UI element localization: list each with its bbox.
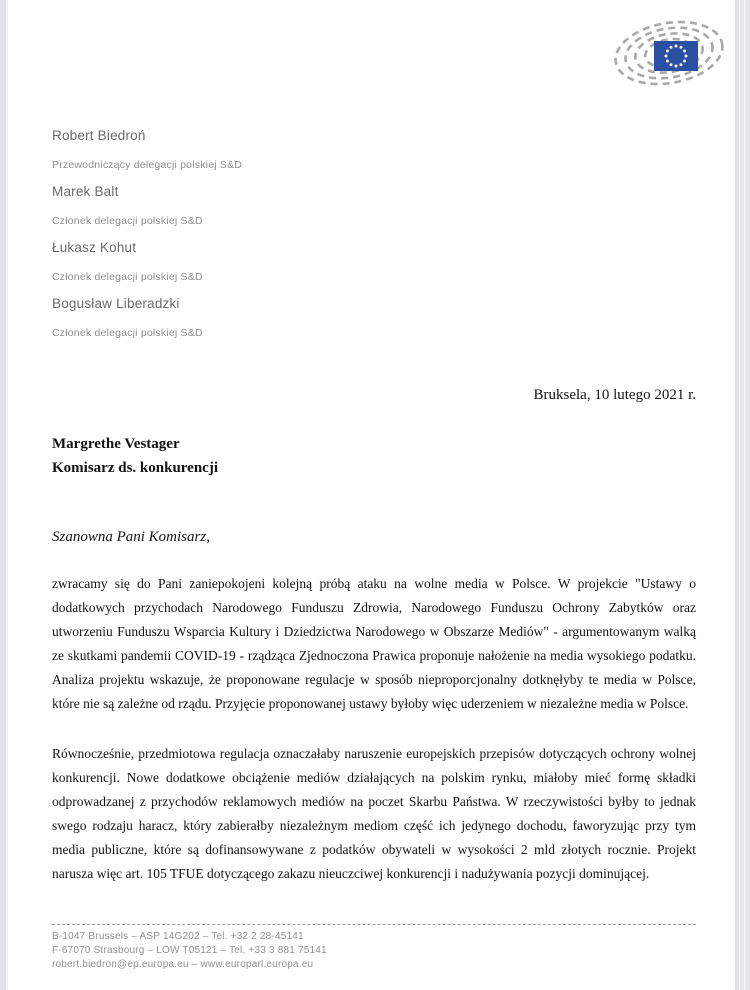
signatory-name: Łukasz Kohut [52,240,137,255]
signatory-title: Przewodniczący delegacji polskiej S&D [52,159,243,171]
signatory-block [52,296,696,340]
signatory-name: Bogusław Liberadzki [52,296,180,311]
signatory-block [52,240,696,284]
recipient-name: Margrethe Vestager [52,436,180,452]
signatory-title: Członek delegacji polskiej S&D [52,215,203,227]
recipient-title: Komisarz ds. konkurencji [52,460,218,476]
signatory-block [52,184,696,228]
signatory-title: Członek delegacji polskiej S&D [52,327,203,339]
letter-footer [52,924,696,972]
signatory-block [52,128,696,172]
recipient-block [52,432,696,480]
signatories-list [52,128,696,340]
salutation: Szanowna Pani Komisarz, [52,529,210,545]
signatory-name: Robert Biedroń [52,128,146,143]
footer-address-brussels: B-1047 Brussels – ASP 14G202 – Tel. +32 2 28-45141 [52,931,304,942]
page-edge-right [735,0,750,990]
footer-email-web: robert.biedron@ep.europa.eu – www.europarl.europa.eu [52,959,314,970]
dateline: Bruksela, 10 lutego 2021 r. [533,387,696,403]
body-paragraph-1: zwracamy się do Pani zaniepokojeni kolejną próbą ataku na wolne media w Polsce. W projekcie "Ustawy o dodatkowych przychodach Narodowego Funduszu Zdrowia, Narodowego Funduszu Ochrony Zabytków oraz utworzeniu Funduszu Wsparcia Kultury i Dziedzictwa Narodowego w Obszarze Mediów" - argumentowanym walką ze skutkami pandemii COVID-19 - rządząca Zjednoczona Prawica proponuje nałożenie na media wysokiego podatku. Analiza projektu wskazuje, że proponowane regulacje w sposób nieproporcjonalny dotknęłyby te media w Polsce, które nie są zależne od rządu. Przyjęcie proponowanej ustawy byłoby więc uderzeniem w niezależne media w Polsce. [52,576,696,711]
letter-page [8,0,735,972]
footer-address-strasbourg: F-67070 Strasbourg – LOW T05121 – Tel. +33 3 881 75141 [52,945,327,956]
page-edge-left [0,0,8,990]
signatory-name: Marek Balt [52,184,119,199]
signatory-title: Członek delegacji polskiej S&D [52,271,203,283]
body-paragraph-2: Równocześnie, przedmiotowa regulacja oznaczałaby naruszenie europejskich przepisów dotyczących ochrony wolnej konkurencji. Nowe dodatkowe obciążenie mediów działających na polskim rynku, miałoby mieć formę składki odprowadzanej z przychodów reklamowych mediów na poczet Skarbu Państwa. W rzeczywistości byłby to jednak swego rodzaju haracz, który zabierałby niezależnym mediom część ich jedynego dochodu, faworyzując przy tym media publiczne, które są dofinansowywane z podatków obywateli w wysokości 2 mld złotych rocznie. Projekt narusza więc art. 105 TFUE dotyczącego zakazu nieuczciwej konkurencji i nadużywania pozycji dominującej. [52,746,696,881]
